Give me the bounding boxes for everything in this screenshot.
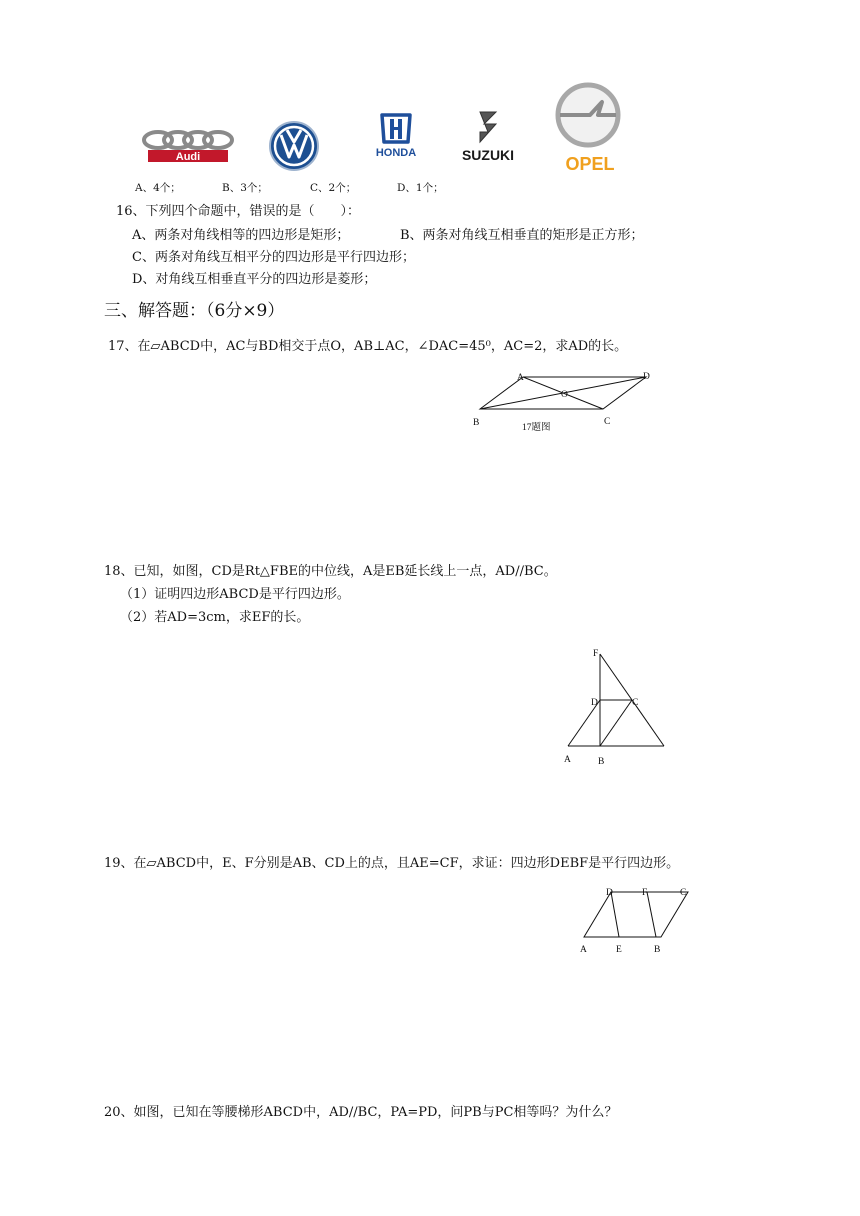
q19-label-d: D [606,888,613,898]
q18-label-b: B [598,757,605,767]
q15-option-b: B、3个； [222,182,268,194]
q17-label-c: C [604,417,611,427]
q17-label-b: B [473,418,480,428]
q17-label-o: O [561,390,568,400]
honda-logo [360,112,432,160]
q17-caption: 17题图 [522,423,551,433]
q17-label-d: D [643,372,650,382]
q18-part2: （2）若AD=3cm，求EF的长。 [120,610,310,625]
q19-label-a: A [580,945,587,955]
opel-label: OPEL [565,154,615,174]
q18-label-a: A [564,755,571,765]
q18-label-d: D [591,698,598,708]
q18-text: 18、已知，如图，CD是Rt△FBE的中位线，A是EB延长线上一点，AD//BC。 [104,564,557,579]
q19-label-f: F [642,888,648,898]
q16-option-d: D、对角线互相垂直平分的四边形是菱形； [132,272,377,287]
q19-figure [574,882,700,958]
volkswagen-logo [268,120,320,172]
opel-logo [546,82,634,174]
q18-figure [558,644,674,770]
q16-option-a: A、两条对角线相等的四边形是矩形； [132,228,350,243]
q15-option-d: D、1个； [397,182,444,194]
q19-label-c: C [680,888,687,898]
q20-text: 20、如图，已知在等腰梯形ABCD中，AD//BC，PA=PD，问PB与PC相等吗？为什么？ [104,1105,618,1120]
suzuki-logo [450,108,526,164]
q17-figure [468,368,668,436]
honda-label: HONDA [375,147,417,159]
audi-label: Audi [175,151,201,163]
q19-label-e: E [616,945,622,955]
suzuki-label: SUZUKI [461,147,515,163]
q18-label-f: F [593,649,599,659]
q16-option-b: B、两条对角线互相垂直的矩形是正方形； [400,228,644,243]
q17-label-a: A [517,373,524,383]
q19-label-b: B [654,945,661,955]
section-3-title: 三、解答题：（6分×9） [104,301,285,321]
q18-label-c: C [632,698,639,708]
q15-option-c: C、2个； [310,182,357,194]
q16-stem: 16、下列四个命题中，错误的是（ ）： [116,204,361,219]
q19-text: 19、在▱ABCD中，E、F分别是AB、CD上的点，且AE=CF，求证：四边形DEBF是平行四边形。 [104,856,680,871]
q16-option-c: C、两条对角线互相平分的四边形是平行四边形； [132,250,415,265]
q17-text: 17、在▱ABCD中，AC与BD相交于点O，AB⊥AC，∠DAC=45⁰，AC=2，求AD的长。 [108,339,628,354]
q15-option-a: A、4个； [135,182,181,194]
q18-part1: （1）证明四边形ABCD是平行四边形。 [120,587,350,602]
audi-logo [128,118,254,170]
